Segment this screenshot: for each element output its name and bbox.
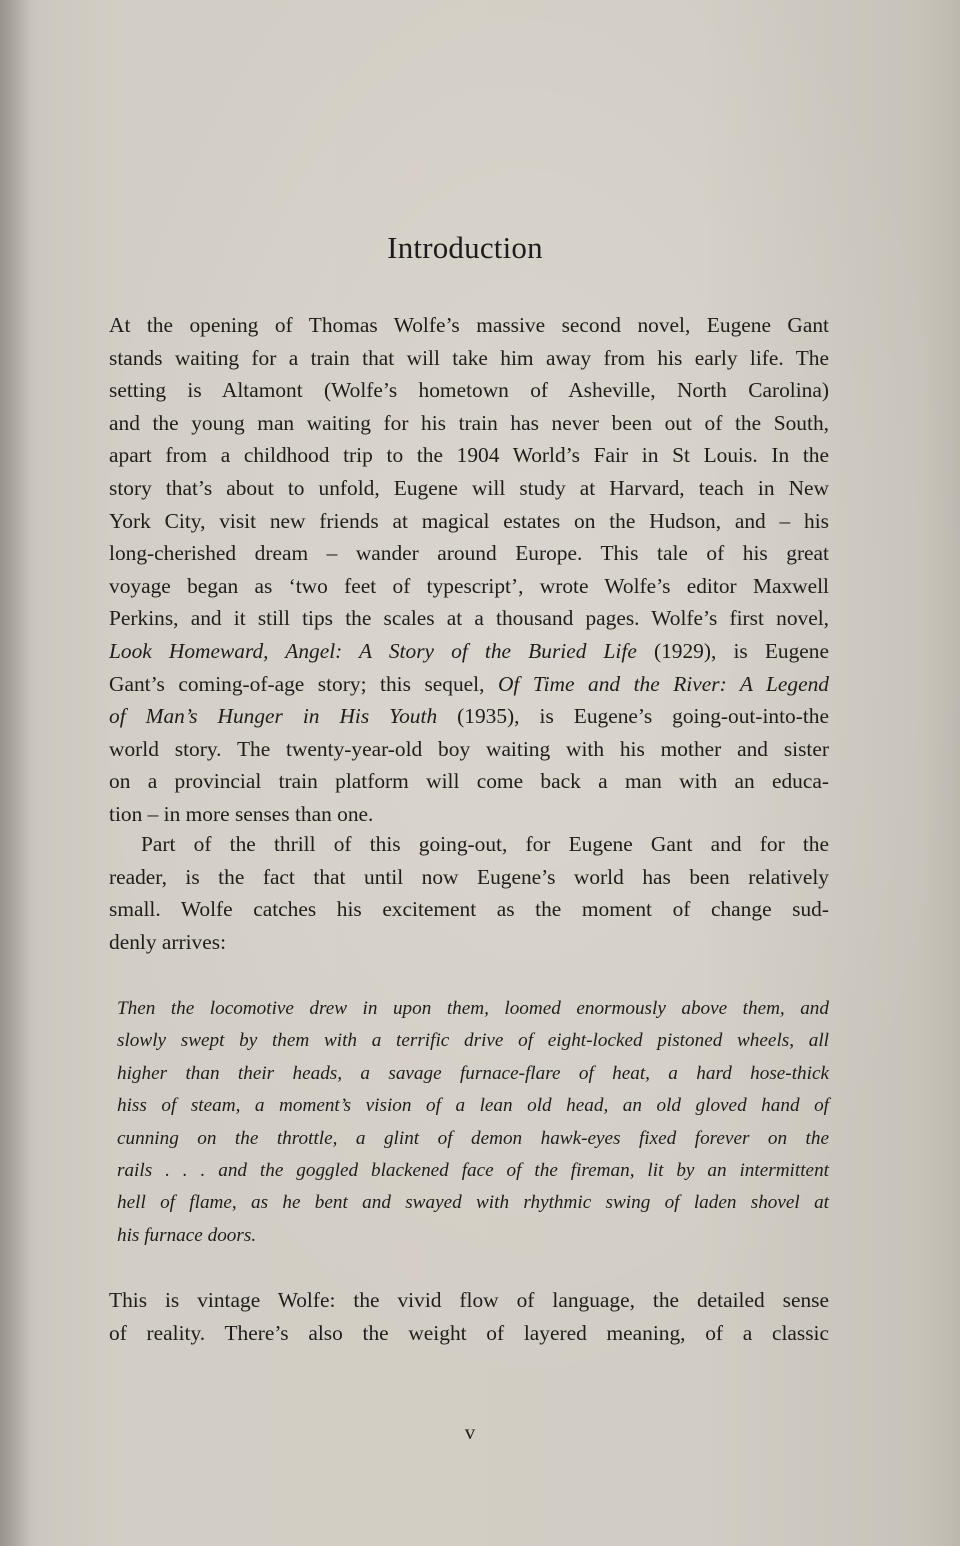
quote-line: hiss of steam, a moment’s vision of a lean old head, an old gloved hand of — [117, 1095, 829, 1117]
quote-line: slowly swept by them with a terrific drive of eight-locked pistoned wheels, all — [117, 1030, 829, 1052]
text-line: Perkins, and it still tips the scales at a thousand pages. Wolfe’s first novel, — [109, 606, 829, 631]
chapter-heading: Introduction — [387, 230, 543, 265]
text-line: long-cherished dream – wander around Europe. This tale of his great — [109, 541, 829, 566]
text-line: At the opening of Thomas Wolfe’s massive second novel, Eugene Gant — [109, 313, 829, 337]
quote-line: Then the locomotive drew in upon them, loomed enormously above them, and — [117, 998, 829, 1019]
text-line: voyage began as ‘two feet of typescript’, wrote Wolfe’s editor Maxwell — [109, 573, 829, 598]
text-line: Part of the thrill of this going-out, for Eugene Gant and for the — [141, 832, 829, 856]
quote-line: his furnace doors. — [117, 1224, 257, 1246]
quote-line: rails . . . and the goggled blackened face of the fireman, lit by an intermittent — [117, 1159, 829, 1181]
paragraph-2 — [109, 828, 829, 958]
text-line — [109, 700, 829, 733]
text-line: stands waiting for a train that will take him away from his early life. The — [109, 345, 829, 370]
text-run: (1929), is Eugene — [636, 638, 829, 663]
text-run: (1935), is Eugene’s going-out-into-the — [437, 704, 829, 729]
text-line: small. Wolfe catches his excitement as the moment of change sud- — [109, 897, 829, 922]
text-line: and the young man waiting for his train has never been out of the South, — [109, 410, 829, 435]
text-line: tion – in more senses than one. — [109, 801, 374, 826]
quote-line: hell of flame, as he bent and swayed with rhythmic swing of laden shovel at — [117, 1192, 829, 1214]
text-run: Gant’s coming-of-age story; this sequel, — [109, 671, 498, 696]
quote-line: higher than their heads, a savage furnace-flare of heat, a hard hose-thick — [117, 1062, 829, 1084]
paragraph-1 — [109, 309, 829, 831]
book-title-italic: Of Time and the River: A Legend — [497, 671, 829, 696]
text-line — [109, 668, 829, 701]
text-line: world story. The twenty-year-old boy waiting with his mother and sister — [109, 736, 829, 761]
block-quote — [117, 993, 829, 1252]
text-line: setting is Altamont (Wolfe’s hometown of Asheville, North Carolina) — [109, 378, 829, 403]
text-line: story that’s about to unfold, Eugene will study at Harvard, teach in New — [109, 475, 829, 500]
text-line: denly arrives: — [109, 929, 227, 954]
text-line: York City, visit new friends at magical estates on the Hudson, and – his — [109, 508, 829, 533]
book-title-italic: Look Homeward, Angel: A Story of the Buried Life — [109, 638, 637, 663]
text-line — [109, 635, 829, 668]
quote-line: cunning on the throttle, a glint of demon hawk-eyes fixed forever on the — [117, 1127, 829, 1149]
text-line: of reality. There’s also the weight of layered meaning, of a classic — [109, 1320, 829, 1345]
text-line: reader, is the fact that until now Eugene’s world has been relatively — [109, 864, 829, 889]
text-line: on a provincial train platform will come back a man with an educa- — [109, 769, 829, 794]
text-line: This is vintage Wolfe: the vivid flow of language, the detailed sense — [109, 1288, 829, 1312]
page-number: v — [464, 1420, 476, 1444]
book-title-italic: of Man’s Hunger in His Youth — [109, 704, 438, 729]
text-line: apart from a childhood trip to the 1904 World’s Fair in St Louis. In the — [109, 443, 829, 468]
paragraph-3 — [109, 1284, 829, 1349]
